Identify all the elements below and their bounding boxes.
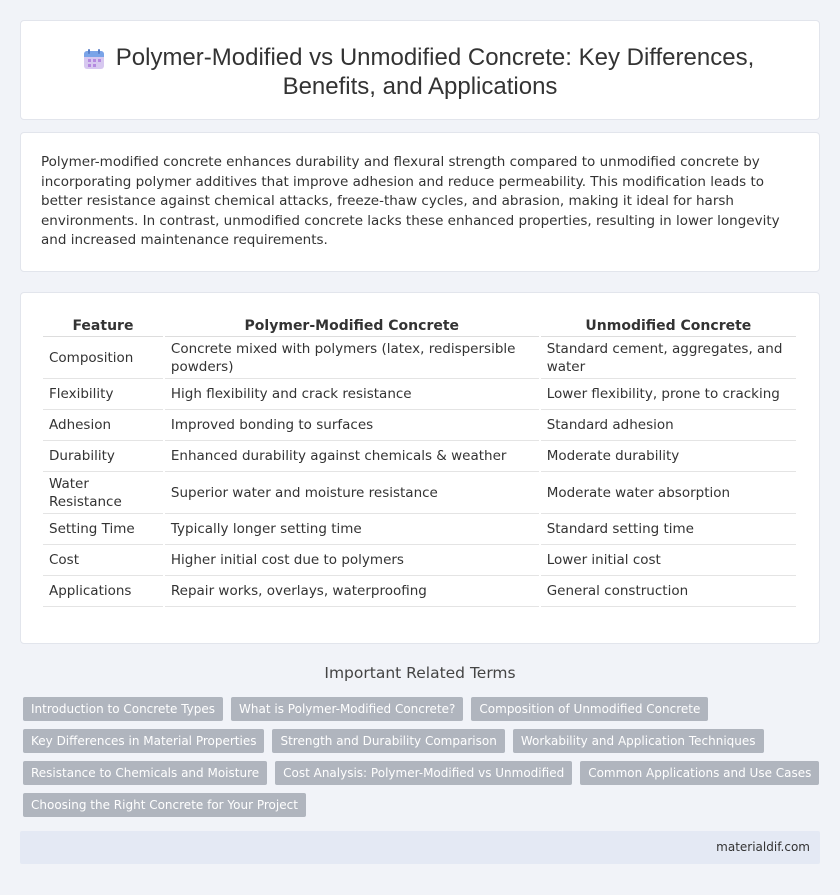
- table-cell: Adhesion: [43, 410, 163, 441]
- table-cell: Lower initial cost: [541, 545, 796, 576]
- table-cell: Lower flexibility, prone to cracking: [541, 379, 796, 410]
- table-cell: High flexibility and crack resistance: [165, 379, 539, 410]
- table-row: [43, 576, 796, 607]
- table-cell: Applications: [43, 576, 163, 607]
- related-term-tag[interactable]: Resistance to Chemicals and Moisture: [23, 761, 267, 785]
- table-cell: Higher initial cost due to polymers: [165, 545, 539, 576]
- page-title-line2: Benefits, and Applications: [282, 73, 558, 100]
- related-terms-title: Important Related Terms: [324, 664, 516, 682]
- table-header-unmodified: Unmodified Concrete: [541, 315, 796, 337]
- table-cell: Setting Time: [43, 514, 163, 545]
- related-term-tag[interactable]: Strength and Durability Comparison: [272, 729, 504, 753]
- table-row: [43, 379, 796, 410]
- table-cell: Enhanced durability against chemicals & weather: [165, 441, 539, 472]
- page-title-line1: Polymer-Modified vs Unmodified Concrete: Key Differences,: [115, 44, 755, 71]
- table-row: [43, 545, 796, 576]
- table-cell: Standard cement, aggregates, and water: [541, 337, 796, 379]
- table-cell: Concrete mixed with polymers (latex, redispersible powders): [165, 337, 539, 379]
- footer: [20, 831, 820, 864]
- related-term-tag[interactable]: Composition of Unmodified Concrete: [471, 697, 708, 721]
- header-card: [20, 20, 820, 120]
- table-header-polymer: Polymer-Modified Concrete: [165, 315, 539, 337]
- table-cell: Superior water and moisture resistance: [165, 472, 539, 514]
- related-term-tag[interactable]: Introduction to Concrete Types: [23, 697, 223, 721]
- table-cell: Cost: [43, 545, 163, 576]
- table-cell: Standard setting time: [541, 514, 796, 545]
- table-cell: Moderate water absorption: [541, 472, 796, 514]
- table-cell: Flexibility: [43, 379, 163, 410]
- table-cell: Durability: [43, 441, 163, 472]
- related-term-tag[interactable]: Key Differences in Material Properties: [23, 729, 264, 753]
- footer-site-link[interactable]: materialdif.com: [716, 840, 810, 854]
- related-term-tag[interactable]: Workability and Application Techniques: [513, 729, 764, 753]
- table-row: [43, 441, 796, 472]
- table-cell: Standard adhesion: [541, 410, 796, 441]
- related-terms-list: [23, 697, 812, 825]
- related-term-tag[interactable]: Choosing the Right Concrete for Your Project: [23, 793, 306, 817]
- related-term-tag[interactable]: Cost Analysis: Polymer-Modified vs Unmodified: [275, 761, 572, 785]
- table-header-feature: Feature: [43, 315, 163, 337]
- related-term-tag[interactable]: What is Polymer-Modified Concrete?: [231, 697, 463, 721]
- intro-text: Polymer-modified concrete enhances durability and flexural strength compared to unmodified concrete by incorporating polymer additives that improve adhesion and reduce permeability. This modification leads to better resistance against chemical attacks, freeze-thaw cycles, and abrasion, making it ideal for harsh environments. In contrast, unmodified concrete lacks these enhanced properties, resulting in lower longevity and increased maintenance requirements.: [41, 154, 780, 249]
- related-term-tag[interactable]: Common Applications and Use Cases: [580, 761, 819, 785]
- table-row: [43, 337, 796, 379]
- intro-card: [20, 132, 820, 272]
- page-title: [21, 43, 819, 101]
- table-cell: Repair works, overlays, waterproofing: [165, 576, 539, 607]
- table-cell: Composition: [43, 337, 163, 379]
- table-cell: Improved bonding to surfaces: [165, 410, 539, 441]
- table-cell: General construction: [541, 576, 796, 607]
- table-header-row: [43, 315, 796, 337]
- table-cell: Typically longer setting time: [165, 514, 539, 545]
- comparison-table-card: [20, 292, 820, 644]
- comparison-table: [41, 315, 798, 607]
- table-row: [43, 514, 796, 545]
- table-cell: Moderate durability: [541, 441, 796, 472]
- table-cell: Water Resistance: [43, 472, 163, 514]
- table-row: [43, 410, 796, 441]
- table-row: [43, 472, 796, 514]
